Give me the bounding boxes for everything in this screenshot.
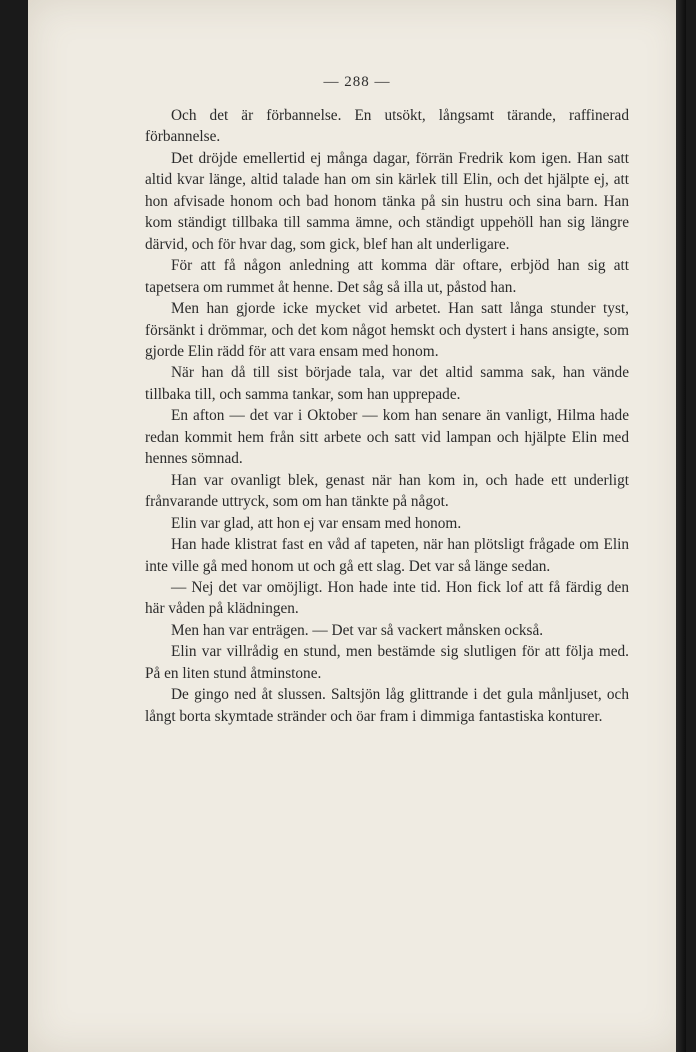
page-number: — 288 —: [323, 74, 391, 90]
paragraph: Han hade klistrat fast en våd af tapeten, när han plötsligt frågade om Elin inte ville gå med honom ut och gå ett slag. Det var så länge sedan.: [145, 536, 629, 575]
paragraph: Men han var enträgen. — Det var så vackert månsken också.: [171, 621, 544, 639]
paragraph: — Nej det var omöjligt. Hon hade inte tid. Hon fick lof att få färdig den här våden på klädningen.: [145, 578, 629, 618]
book-page: [28, 0, 686, 1052]
paragraph: De gingo ned åt slussen. Saltsjön låg glittrande i det gula månljuset, och långt borta skymtade stränder och öar fram i dimmiga fantastiska konturer.: [145, 686, 629, 725]
paragraph: Han var ovanligt blek, genast när han kom in, och hade ett underligt frånvarande uttryck, som om han tänkte på något.: [145, 471, 629, 511]
page-edge-shadow: [676, 0, 686, 1052]
paragraph: Men han gjorde icke mycket vid arbetet. Han satt långa stunder tyst, försänkt i drömmar, och det kom något hemskt och dystert i hans ansigte, som gjorde Elin rädd för att vara ensam med honom.: [145, 300, 629, 360]
paragraph: Det dröjde emellertid ej många dagar, förrän Fredrik kom igen. Han satt altid kvar länge, altid talade han om sin kärlek till Elin, och det hjälpte ej, att hon afvisade honom och bad honom tänka på sin hustru och sina barn. Han kom ständigt tillbaka till samma ämne, och ständigt uppehöll han sig längre därvid, och för hvar dag, som gick, blef han alt underligare.: [145, 149, 629, 253]
body-text: [145, 105, 629, 727]
paragraph: Och det är förbannelse. En utsökt, långsamt tärande, raffinerad förbannelse.: [145, 107, 629, 146]
paragraph: Elin var glad, att hon ej var ensam med honom.: [171, 514, 462, 532]
paragraph: En afton — det var i Oktober — kom han senare än vanligt, Hilma hade redan kommit hem från sitt arbete och satt vid lampan och hjälpte Elin med hennes sömnad.: [145, 407, 629, 468]
paragraph: Elin var villrådig en stund, men bestämde sig slutligen för att följa med. På en liten stund åtminstone.: [145, 643, 629, 682]
paragraph: När han då till sist började tala, var det altid samma sak, han vände tillbaka till, och samma tankar, som han upprepade.: [145, 364, 629, 403]
paragraph: För att få någon anledning att komma där oftare, erbjöd han sig att tapetsera om rummet åt henne. Det såg så illa ut, påstod han.: [145, 257, 629, 296]
